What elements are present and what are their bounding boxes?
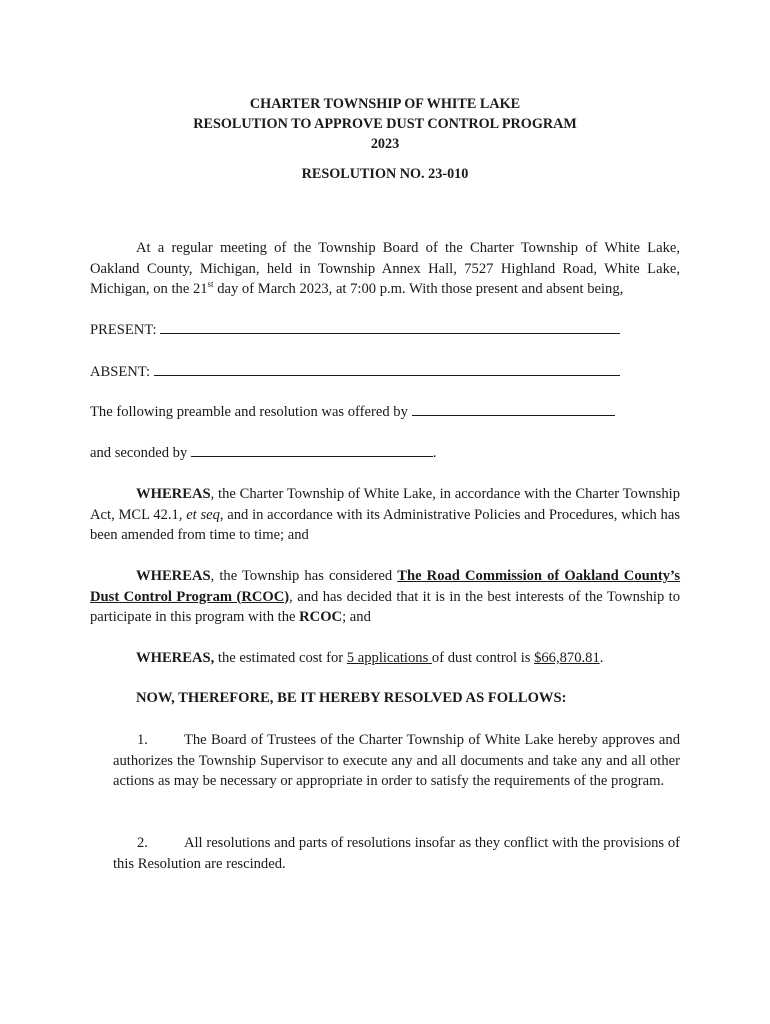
document-title bbox=[0, 94, 770, 154]
resolution-item-1 bbox=[113, 730, 680, 792]
resolved-text: NOW, THEREFORE, BE IT HEREBY RESOLVED AS FOLLOWS: bbox=[136, 690, 567, 706]
title-line-3: 2023 bbox=[370, 136, 400, 152]
whereas-paragraph-2 bbox=[90, 566, 680, 628]
whereas3-text-b: of dust control is bbox=[431, 650, 535, 666]
present-label: PRESENT: bbox=[90, 322, 157, 338]
resolution-number-text: RESOLUTION NO. 23-010 bbox=[301, 166, 469, 182]
seconded-blank bbox=[191, 443, 433, 457]
offered-line bbox=[90, 402, 615, 422]
whereas-paragraph-3 bbox=[90, 648, 680, 669]
whereas-keyword: WHEREAS bbox=[136, 486, 211, 502]
whereas3-text-a: the estimated cost for bbox=[214, 650, 347, 666]
whereas-keyword: WHEREAS bbox=[136, 568, 211, 584]
item-text: All resolutions and parts of resolutions insofar as they conflict with the provisions of this Resolution are rescinded. bbox=[113, 835, 680, 872]
absent-label: ABSENT: bbox=[90, 364, 151, 380]
seconded-line bbox=[90, 443, 437, 463]
whereas1-text-a: , the Charter Township of White Lake, in accordance with the Charter Township Act, MCL 42.1, bbox=[90, 486, 680, 523]
application-count: 5 applications bbox=[346, 650, 432, 666]
whereas2-text-a: , the Township has considered bbox=[210, 568, 398, 584]
item-number: 2. bbox=[137, 835, 148, 851]
resolved-heading bbox=[90, 688, 680, 709]
resolution-number bbox=[0, 164, 770, 184]
meeting-text-a: At a regular meeting of the Township Board of the Charter Township of White Lake, Oakland County, Michigan, held in Township Annex Hall, 7527 Highland Road, White Lake, Michigan, on the 21 bbox=[90, 240, 680, 297]
date-ordinal-suffix: st bbox=[207, 279, 214, 290]
program-name: The Road Commission of Oakland County’s Dust Control Program (RCOC) bbox=[90, 568, 681, 605]
whereas1-text-b: , and in accordance with its Administrative Policies and Procedures, which has been amended from time to time; and bbox=[90, 506, 680, 543]
et-seq-italic: et seq bbox=[186, 506, 220, 523]
whereas2-text-c: ; and bbox=[342, 609, 371, 625]
cost-amount: $66,870.81 bbox=[534, 650, 600, 666]
seconded-label: and seconded by bbox=[90, 445, 188, 461]
absent-line bbox=[90, 362, 620, 382]
whereas3-text-c: . bbox=[599, 650, 604, 666]
meeting-text-b: day of March 2023, at 7:00 p.m. With those present and absent being, bbox=[213, 281, 624, 297]
offered-blank bbox=[412, 402, 615, 416]
meeting-paragraph bbox=[90, 238, 680, 300]
item-number: 1. bbox=[137, 732, 148, 748]
whereas2-text-b: , and has decided that it is in the best interests of the Township to participate in this program with the bbox=[90, 588, 681, 625]
whereas-keyword: WHEREAS, bbox=[136, 650, 215, 666]
title-line-1: CHARTER TOWNSHIP OF WHITE LAKE bbox=[249, 96, 521, 112]
present-line bbox=[90, 320, 620, 340]
absent-blank bbox=[154, 362, 620, 376]
rcoc-abbrev: RCOC bbox=[299, 609, 343, 625]
title-line-2: RESOLUTION TO APPROVE DUST CONTROL PROGRAM bbox=[193, 116, 577, 132]
seconded-period: . bbox=[432, 445, 437, 461]
resolution-item-2 bbox=[113, 833, 680, 874]
offered-label: The following preamble and resolution was offered by bbox=[90, 404, 408, 420]
whereas-paragraph-1 bbox=[90, 484, 680, 546]
item-text: The Board of Trustees of the Charter Township of White Lake hereby approves and authorizes the Township Supervisor to execute any and all documents and take any and all other actions as may be necessary or appropriate in order to satisfy the requirements of the program. bbox=[113, 732, 680, 789]
present-blank bbox=[160, 320, 620, 334]
